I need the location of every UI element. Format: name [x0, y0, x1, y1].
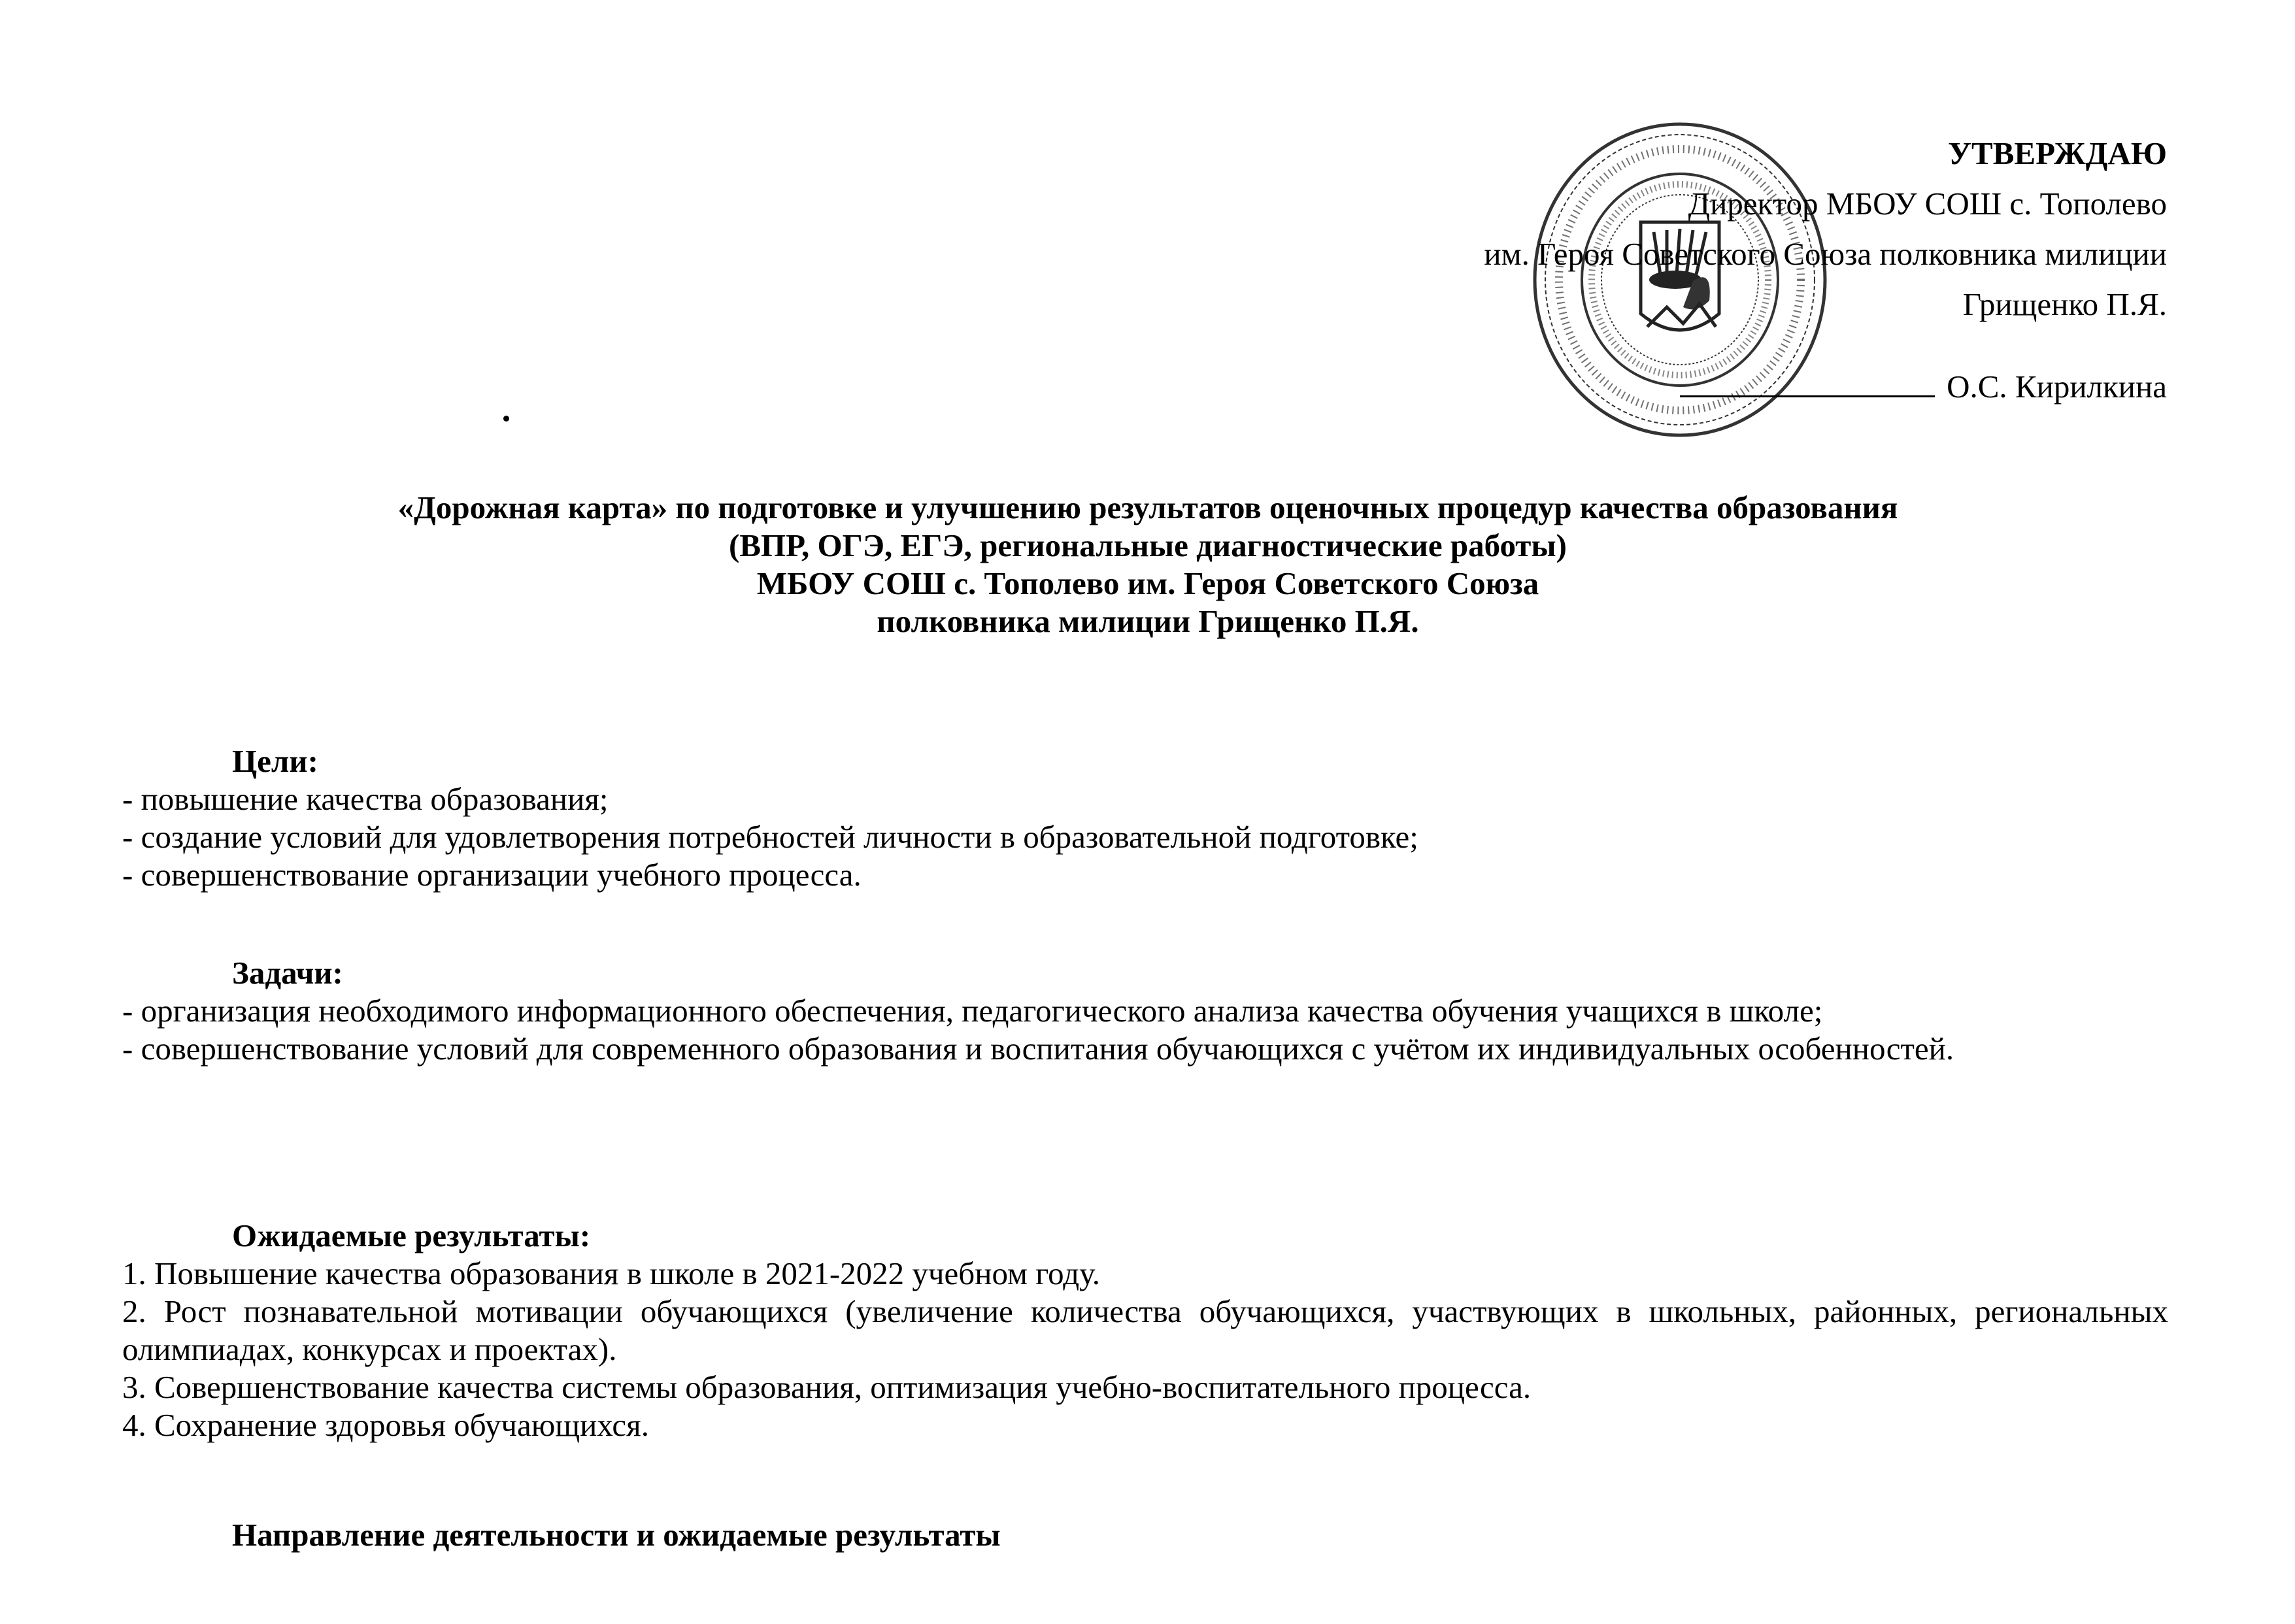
goal-item: - создание условий для удовлетворения потребностей личности в образовательной подготовке; [122, 819, 1418, 855]
approval-title: УТВЕРЖДАЮ [1948, 135, 2167, 171]
tasks-heading: Задачи: [232, 955, 343, 991]
direction-section [122, 1516, 2168, 1554]
document-title [128, 489, 2168, 640]
tasks-section [122, 954, 2168, 1068]
task-item: - совершенствование условий для современного образования и воспитания обучающихся с учётом их индивидуальных особенностей. [122, 1031, 1954, 1067]
title-line-1: «Дорожная карта» по подготовке и улучшению результатов оценочных процедур качества образования [397, 489, 1898, 525]
approval-name-line: Грищенко П.Я. [1962, 286, 2167, 322]
title-line-4: полковника милиции Грищенко П.Я. [877, 603, 1419, 639]
task-item: - организация необходимого информационного обеспечения, педагогического анализа качества обучения учащихся в школе; [122, 993, 1823, 1029]
signatory-name: О.С. Кирилкина [1947, 369, 2167, 405]
signature-underline [1680, 395, 1935, 397]
title-line-2: (ВПР, ОГЭ, ЕГЭ, региональные диагностические работы) [729, 527, 1567, 563]
direction-heading: Направление деятельности и ожидаемые результаты [232, 1517, 1001, 1553]
result-item: 4. Сохранение здоровья обучающихся. [122, 1407, 649, 1443]
goals-section [122, 742, 2168, 894]
approval-director-line: Директор МБОУ СОШ с. Тополево [1688, 186, 2167, 222]
approval-school-line: им. Героя Советского Союза полковника милиции [1484, 236, 2167, 272]
goal-item: - повышение качества образования; [122, 781, 609, 817]
title-line-3: МБОУ СОШ с. Тополево им. Героя Советского Союза [756, 565, 1539, 601]
results-heading: Ожидаемые результаты: [232, 1218, 591, 1253]
stray-dot [503, 416, 509, 422]
goal-item: - совершенствование организации учебного процесса. [122, 857, 862, 893]
signature-line [1252, 361, 2167, 412]
expected-results-section [122, 1217, 2168, 1444]
goals-heading: Цели: [232, 743, 318, 779]
result-item: 3. Совершенствование качества системы образования, оптимизация учебно-воспитательного процесса. [122, 1369, 1532, 1405]
approval-block [1252, 128, 2167, 412]
result-item: 1. Повышение качества образования в школе в 2021-2022 учебном году. [122, 1255, 1101, 1291]
result-item: 2. Рост познавательной мотивации обучающихся (увеличение количества обучающихся, участвующих в школьных, районных, региональных олимпиадах, конкурсах и проектах). [122, 1293, 2168, 1367]
